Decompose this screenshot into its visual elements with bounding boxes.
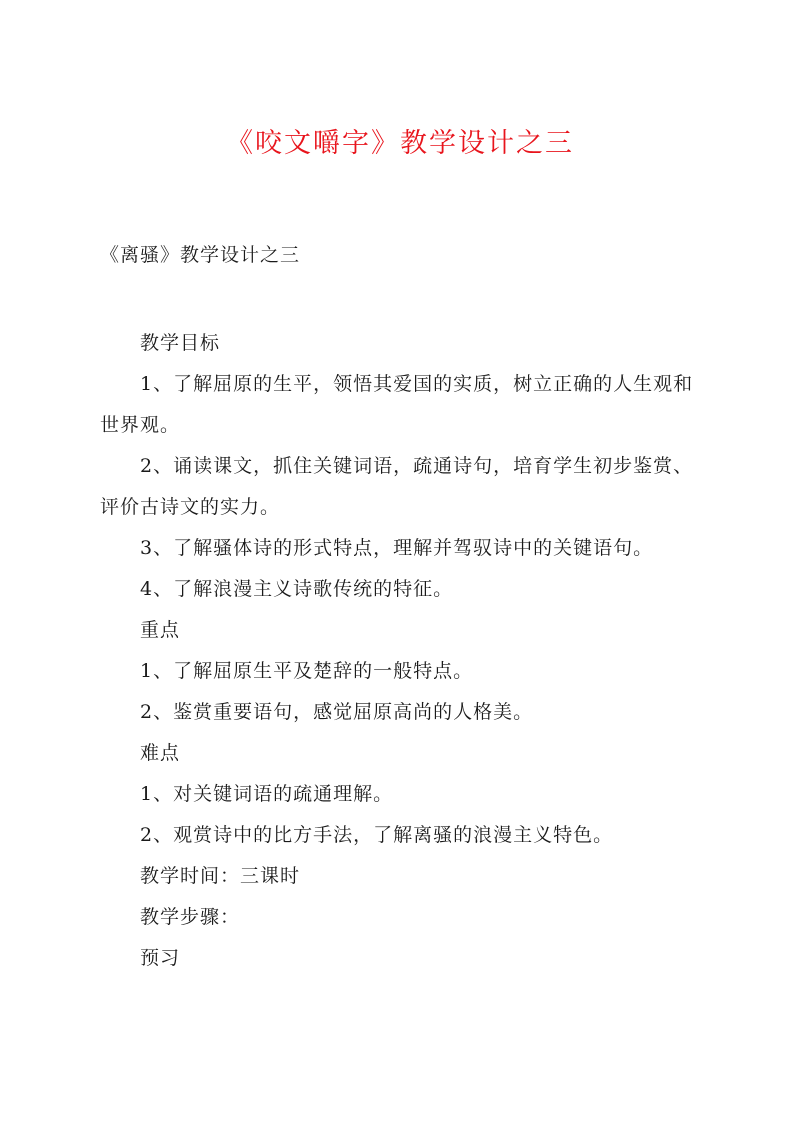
document-body [100, 323, 710, 979]
document-title: 《咬文嚼字》教学设计之三 [226, 128, 574, 159]
objective-item: 4、了解浪漫主义诗歌传统的特征。 [140, 578, 454, 600]
section-heading-preview: 预习 [140, 947, 181, 969]
difficulty-item: 2、观赏诗中的比方手法，了解离骚的浪漫主义特色。 [140, 824, 614, 846]
objective-item: 1、了解屈原的生平，领悟其爱国的实质，树立正确的人生观和世界观。 [100, 373, 694, 436]
objective-item: 2、诵读课文，抓住关键词语，疏通诗句，培育学生初步鉴赏、评价古诗文的实力。 [100, 455, 694, 518]
difficulty-item: 1、对关键词语的疏通理解。 [140, 783, 394, 805]
section-heading-difficulties: 难点 [140, 742, 181, 764]
teaching-time: 教学时间：三课时 [140, 865, 301, 887]
document-subtitle: 《离骚》教学设计之三 [100, 244, 301, 266]
section-heading-key-points: 重点 [140, 619, 181, 641]
section-heading-objectives: 教学目标 [140, 332, 221, 354]
objective-item: 3、了解骚体诗的形式特点，理解并驾驭诗中的关键语句。 [140, 537, 654, 559]
section-heading-steps: 教学步骤： [140, 906, 241, 928]
key-point-item: 1、了解屈原生平及楚辞的一般特点。 [140, 660, 474, 682]
key-point-item: 2、鉴赏重要语句，感觉屈原高尚的人格美。 [140, 701, 534, 723]
